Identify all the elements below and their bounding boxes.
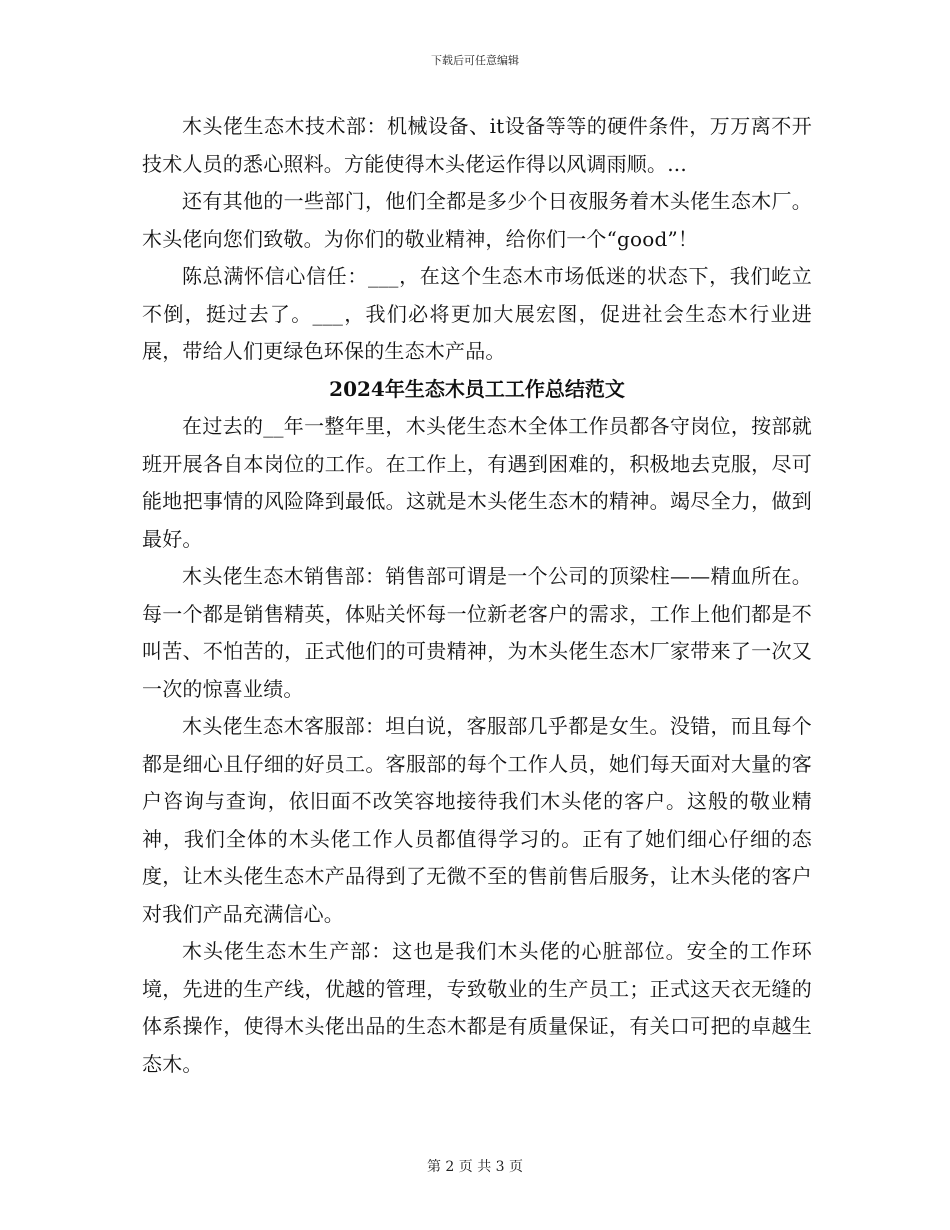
paragraph-service-dept: 木头佬生态木客服部：坦白说，客服部几乎都是女生。没错，而且每个都是细心且仔细的好员工。客服部的每个工作人员，她们每天面对大量的客户咨询与查询，依旧面不改笑容地接待我们木头佬的客户。这般的敬业精神，我们全体的木头佬工作人员都值得学习的。正有了她们细心仔细的态度，让木头佬生态木产品得到了无微不至的售前售后服务，让木头佬的客户对我们产品充满信心。 [142,714,812,926]
page-header: 下载后可任意编辑 [431,54,519,67]
paragraph-production-dept: 木头佬生态木生产部：这也是我们木头佬的心脏部位。安全的工作环境，先进的生产线，优越的管理，专致敬业的生产员工；正式这天衣无缝的体系操作，使得木头佬出品的生态木都是有质量保证，有关口可把的卓越生态木。 [142,939,812,1076]
paragraph-ceo-confidence: 陈总满怀信心信任：___，在这个生态木市场低迷的状态下，我们屹立不倒，挺过去了。___，我们必将更加大展宏图，促进社会生态木行业进展，带给人们更绿色环保的生态木产品。 [142,264,812,363]
paragraph-year-overview: 在过去的__年一整年里，木头佬生态木全体工作员都各守岗位，按部就班开展各自本岗位的工作。在工作上，有遇到困难的，积极地去克服，尽可能地把事情的风险降到最低。这就是木头佬生态木的精神。竭尽全力，做到最好。 [142,414,812,551]
paragraph-other-depts: 还有其他的一些部门，他们全都是多少个日夜服务着木头佬生态木厂。木头佬向您们致敬。为你们的敬业精神，给你们一个“good”！ [142,189,812,251]
page-footer: 第 2 页 共 3 页 [426,1159,524,1175]
section-title: 2024年生态木员工工作总结范文 [329,376,625,401]
paragraph-sales-dept: 木头佬生态木销售部：销售部可谓是一个公司的顶梁柱——精血所在。每一个都是销售精英，体贴关怀每一位新老客户的需求，工作上他们都是不叫苦、不怕苦的，正式他们的可贵精神，为木头佬生态木厂家带来了一次又一次的惊喜业绩。 [142,564,812,701]
document-body [142,108,812,1083]
paragraph-tech-dept: 木头佬生态木技术部：机械设备、it设备等等的硬件条件，万万离不开技术人员的悉心照料。方能使得木头佬运作得以风调雨顺。... [142,114,812,176]
